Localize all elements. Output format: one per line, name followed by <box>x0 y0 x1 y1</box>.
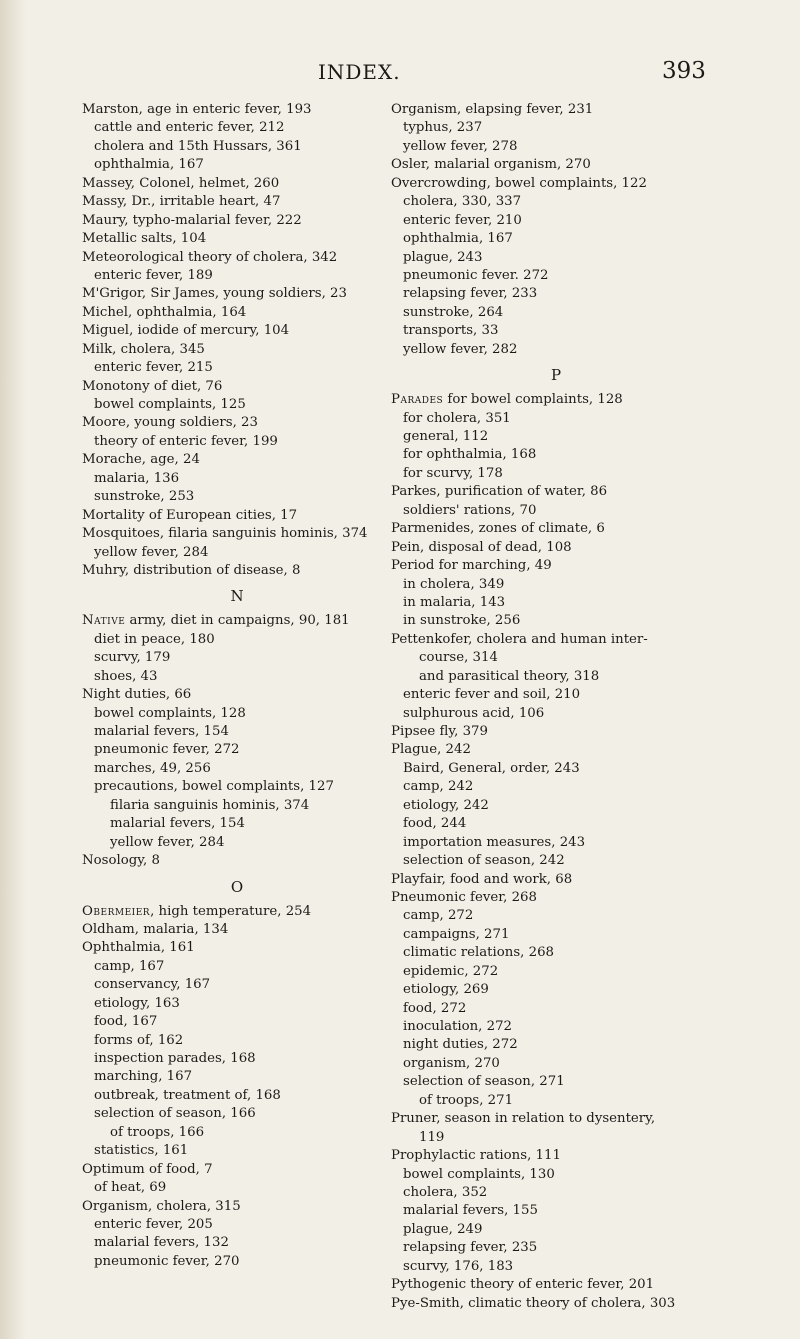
entry-text: food, 272 <box>403 1000 467 1016</box>
index-subentry <box>391 465 721 483</box>
entry-text: organism, 270 <box>403 1055 500 1071</box>
index-subentry <box>82 834 392 852</box>
index-subentry <box>82 1013 392 1031</box>
entry-text: of heat, 69 <box>94 1180 167 1196</box>
entry-text: malarial fevers, 155 <box>403 1203 538 1219</box>
index-subentry <box>391 1129 721 1147</box>
index-subentry <box>82 723 392 741</box>
entry-text: Parmenides, zones of climate, 6 <box>391 521 605 537</box>
entry-text: campaigns, 271 <box>403 926 510 942</box>
index-subentry <box>82 267 392 285</box>
entry-text: Miguel, iodide of mercury, 104 <box>82 323 290 339</box>
entry-text: shoes, 43 <box>94 668 158 684</box>
index-entry <box>391 391 721 409</box>
index-subentry <box>82 778 392 796</box>
entry-text: statistics, 161 <box>94 1143 189 1159</box>
index-entry <box>391 175 721 193</box>
entry-lead-word: Obermeier <box>82 903 151 919</box>
entry-text: pneumonic fever. 272 <box>403 267 549 283</box>
entry-text: Muhry, distribution of disease, 8 <box>82 562 301 578</box>
index-subentry <box>391 285 721 303</box>
entry-lead-word: Native <box>82 613 126 629</box>
entry-text: Mosquitoes, filaria sanguinis hominis, 374 <box>82 526 368 542</box>
index-subentry <box>82 1124 392 1142</box>
index-subentry <box>82 1068 392 1086</box>
index-subentry <box>391 230 721 248</box>
entry-text: malaria, 136 <box>94 470 180 486</box>
section-letter-heading: P <box>550 366 562 385</box>
entry-text: for bowel complaints, 128 <box>443 392 623 408</box>
entry-text: for cholera, 351 <box>403 410 511 426</box>
entry-text: Michel, ophthalmia, 164 <box>82 304 247 320</box>
index-subentry <box>391 322 721 340</box>
index-subentry <box>391 1092 721 1110</box>
index-subentry <box>391 341 721 359</box>
index-entry <box>82 686 392 704</box>
entry-text: diet in peace, 180 <box>94 631 215 647</box>
entry-text: forms of, 162 <box>94 1032 184 1048</box>
entry-text: Morache, age, 24 <box>82 452 200 468</box>
entry-text: Maury, typho-malarial fever, 222 <box>82 212 302 228</box>
entry-text: Metallic salts, 104 <box>82 231 207 247</box>
index-subentry <box>82 1179 392 1197</box>
entry-text: Oldham, malaria, 134 <box>82 921 229 937</box>
entry-text: bowel complaints, 130 <box>403 1166 555 1182</box>
index-subentry <box>391 981 721 999</box>
entry-text: inoculation, 272 <box>403 1019 513 1034</box>
entry-text: enteric fever and soil, 210 <box>403 687 581 703</box>
index-subentry <box>391 138 721 156</box>
entry-text: outbreak, treatment of, 168 <box>94 1087 281 1103</box>
entry-text: , high temperature, 254 <box>150 903 312 919</box>
entry-text: enteric fever, 189 <box>94 267 213 283</box>
index-subentry <box>391 815 721 833</box>
index-subentry <box>391 1202 721 1220</box>
entry-text: for ophthalmia, 168 <box>403 447 537 463</box>
index-entry <box>391 1295 721 1313</box>
entry-text: yellow fever, 282 <box>403 341 518 357</box>
index-subentry <box>391 926 721 944</box>
entry-text: Pein, disposal of dead, 108 <box>391 539 572 555</box>
index-subentry <box>391 249 721 267</box>
entry-text: Baird, General, order, 243 <box>403 760 580 776</box>
index-subentry <box>82 396 392 414</box>
entry-text: cholera and 15th Hussars, 361 <box>94 138 302 154</box>
index-subentry <box>391 649 721 667</box>
index-subentry <box>391 212 721 230</box>
entry-text: Massy, Dr., irritable heart, 47 <box>82 194 281 210</box>
index-subentry <box>82 470 392 488</box>
index-entry <box>391 871 721 889</box>
index-entry <box>82 341 392 359</box>
index-subentry <box>82 1105 392 1123</box>
entry-text: Pruner, season in relation to dysentery, <box>391 1111 656 1127</box>
entry-text: marches, 49, 256 <box>94 760 211 776</box>
index-entry <box>82 304 392 322</box>
section-letter-heading: N <box>230 587 244 606</box>
entry-text: Pye-Smith, climatic theory of cholera, 303 <box>391 1295 676 1311</box>
index-subentry <box>82 976 392 994</box>
entry-text: Plague, 242 <box>391 742 471 758</box>
entry-text: Moore, young soldiers, 23 <box>82 415 258 431</box>
index-subentry <box>391 410 721 428</box>
entry-text: yellow fever, 284 <box>94 544 209 560</box>
entry-text: selection of season, 166 <box>94 1106 256 1122</box>
index-subentry <box>391 267 721 285</box>
entry-text: Monotony of diet, 76 <box>82 378 223 394</box>
entry-text: course, 314 <box>419 650 498 666</box>
index-entry <box>82 921 392 939</box>
index-entry <box>82 285 392 303</box>
section-letter-heading: O <box>230 877 244 896</box>
index-entry <box>82 507 392 525</box>
index-subentry <box>391 852 721 870</box>
entry-text: soldiers' rations, 70 <box>403 502 537 518</box>
index-entry <box>82 322 392 340</box>
index-subentry <box>391 760 721 778</box>
entry-text: climatic relations, 268 <box>403 945 554 961</box>
index-subentry <box>391 612 721 630</box>
entry-text: Meteorological theory of cholera, 342 <box>82 249 338 265</box>
index-entry <box>82 612 392 630</box>
entry-text: in malaria, 143 <box>403 594 506 610</box>
entry-text: Optimum of food, 7 <box>82 1161 213 1177</box>
index-subentry <box>82 631 392 649</box>
index-subentry <box>391 428 721 446</box>
entry-text: food, 244 <box>403 816 467 832</box>
entry-text: epidemic, 272 <box>403 963 499 979</box>
entry-text: Ophthalmia, 161 <box>82 940 195 956</box>
index-entry <box>391 723 721 741</box>
page-edge-shadow <box>0 0 26 1339</box>
index-subentry <box>82 156 392 174</box>
entry-text: Pythogenic theory of enteric fever, 201 <box>391 1277 655 1293</box>
entry-text: cholera, 352 <box>403 1184 488 1200</box>
entry-text: selection of season, 271 <box>403 1074 565 1090</box>
entry-text: enteric fever, 205 <box>94 1216 213 1232</box>
entry-text: theory of enteric fever, 199 <box>94 433 278 449</box>
index-entry <box>391 741 721 759</box>
entry-text: Parkes, purification of water, 86 <box>391 484 608 500</box>
index-subentry <box>82 668 392 686</box>
entry-text: malarial fevers, 154 <box>110 816 245 832</box>
index-subentry <box>391 668 721 686</box>
page-header <box>0 60 800 90</box>
index-subentry <box>391 119 721 137</box>
index-subentry <box>391 576 721 594</box>
entry-text: yellow fever, 278 <box>403 138 518 154</box>
index-subentry <box>82 741 392 759</box>
entry-text: camp, 272 <box>403 908 474 924</box>
index-subentry <box>391 1166 721 1184</box>
entry-text: Pipsee fly, 379 <box>391 724 488 739</box>
entry-text: typhus, 237 <box>403 120 483 136</box>
entry-text: filaria sanguinis hominis, 374 <box>110 797 310 813</box>
entry-text: relapsing fever, 233 <box>403 286 538 302</box>
entry-text: yellow fever, 284 <box>110 834 225 850</box>
index-subentry <box>82 1234 392 1252</box>
entry-text: Overcrowding, bowel complaints, 122 <box>391 175 647 191</box>
index-subentry <box>82 1216 392 1234</box>
index-entry <box>82 852 392 870</box>
entry-text: sunstroke, 253 <box>94 489 195 505</box>
index-entry <box>391 101 721 119</box>
entry-text: Playfair, food and work, 68 <box>391 871 573 887</box>
entry-text: cholera, 330, 337 <box>403 194 522 210</box>
index-subentry <box>391 1221 721 1239</box>
entry-text: ophthalmia, 167 <box>403 231 513 247</box>
entry-text: food, 167 <box>94 1014 158 1030</box>
index-subentry <box>82 1032 392 1050</box>
index-entry <box>391 557 721 575</box>
index-entry <box>82 939 392 957</box>
entry-text: etiology, 242 <box>403 797 489 813</box>
index-entry <box>82 175 392 193</box>
index-subentry <box>391 963 721 981</box>
entry-text: army, diet in campaigns, 90, 181 <box>125 613 350 629</box>
index-subentry <box>82 815 392 833</box>
index-subentry <box>82 119 392 137</box>
index-entry <box>391 1147 721 1165</box>
index-subentry <box>82 138 392 156</box>
index-entry <box>391 539 721 557</box>
entry-text: precautions, bowel complaints, 127 <box>94 779 334 795</box>
index-subentry <box>391 594 721 612</box>
entry-text: transports, 33 <box>403 323 499 339</box>
entry-text: importation measures, 243 <box>403 834 586 850</box>
entry-text: etiology, 269 <box>403 982 489 998</box>
index-entry <box>391 156 721 174</box>
entry-text: cattle and enteric fever, 212 <box>94 120 285 136</box>
index-entry <box>82 451 392 469</box>
index-subentry <box>82 797 392 815</box>
index-entry <box>82 230 392 248</box>
index-subentry <box>391 778 721 796</box>
index-entry <box>82 903 392 921</box>
index-subentry <box>82 705 392 723</box>
index-entry <box>391 889 721 907</box>
entry-text: conservancy, 167 <box>94 977 211 993</box>
entry-text: Pettenkofer, cholera and human inter- <box>391 631 648 647</box>
index-subentry <box>391 1055 721 1073</box>
index-entry <box>391 631 721 649</box>
index-subentry <box>391 1258 721 1276</box>
index-entry <box>82 525 392 543</box>
entry-text: Organism, cholera, 315 <box>82 1198 241 1214</box>
index-entry <box>82 193 392 211</box>
index-entry <box>82 562 392 580</box>
entry-text: pneumonic fever, 270 <box>94 1253 240 1269</box>
entry-text: relapsing fever, 235 <box>403 1240 538 1256</box>
entry-text: ophthalmia, 167 <box>94 157 204 173</box>
index-subentry <box>82 433 392 451</box>
entry-lead-word: Parades <box>391 392 444 408</box>
entry-text: night duties, 272 <box>403 1037 518 1053</box>
index-subentry <box>391 446 721 464</box>
entry-text: Osler, malarial organism, 270 <box>391 157 591 173</box>
index-subentry <box>391 1000 721 1018</box>
index-entry <box>391 1276 721 1294</box>
index-subentry <box>391 1018 721 1036</box>
index-subentry <box>82 649 392 667</box>
entry-text: Massey, Colonel, helmet, 260 <box>82 175 280 191</box>
entry-text: of troops, 166 <box>110 1124 205 1140</box>
index-entry <box>82 101 392 119</box>
entry-text: enteric fever, 215 <box>94 360 213 376</box>
entry-text: Night duties, 66 <box>82 687 192 703</box>
index-entry <box>391 483 721 501</box>
index-subentry <box>391 1184 721 1202</box>
entry-text: sulphurous acid, 106 <box>403 705 545 721</box>
index-entry <box>391 520 721 538</box>
entry-text: Mortality of European cities, 17 <box>82 507 298 523</box>
index-entry <box>82 1161 392 1179</box>
entry-text: malarial fevers, 154 <box>94 724 229 739</box>
entry-text: of troops, 271 <box>419 1092 514 1108</box>
index-subentry <box>391 705 721 723</box>
entry-text: scurvy, 176, 183 <box>403 1258 514 1274</box>
index-subentry <box>391 797 721 815</box>
entry-text: general, 112 <box>403 429 489 444</box>
entry-text: in sunstroke, 256 <box>403 613 521 629</box>
entry-text: malarial fevers, 132 <box>94 1235 229 1251</box>
entry-text: Marston, age in enteric fever, 193 <box>82 102 312 117</box>
entry-text: enteric fever, 210 <box>403 212 522 228</box>
index-subentry <box>82 1253 392 1271</box>
index-entry <box>82 414 392 432</box>
entry-text: plague, 243 <box>403 249 483 265</box>
entry-text: and parasitical theory, 318 <box>419 668 600 684</box>
index-subentry <box>82 958 392 976</box>
index-subentry <box>391 193 721 211</box>
entry-text: Pneumonic fever, 268 <box>391 889 537 905</box>
index-subentry <box>391 834 721 852</box>
index-subentry <box>82 995 392 1013</box>
index-column-right <box>391 101 721 1313</box>
index-subentry <box>391 1036 721 1054</box>
entry-text: marching, 167 <box>94 1069 193 1085</box>
running-title: INDEX. <box>318 60 401 84</box>
entry-text: bowel complaints, 125 <box>94 397 246 412</box>
index-subentry <box>82 760 392 778</box>
entry-text: sunstroke, 264 <box>403 304 504 320</box>
index-subentry <box>82 359 392 377</box>
entry-text: Milk, cholera, 345 <box>82 341 205 357</box>
index-entry <box>82 1198 392 1216</box>
entry-text: Nosology, 8 <box>82 853 160 869</box>
index-subentry <box>391 304 721 322</box>
index-subentry <box>82 1050 392 1068</box>
entry-text: Organism, elapsing fever, 231 <box>391 102 594 117</box>
index-subentry <box>391 1239 721 1257</box>
index-entry <box>82 249 392 267</box>
entry-text: in cholera, 349 <box>403 576 505 592</box>
index-subentry <box>391 502 721 520</box>
entry-text: camp, 167 <box>94 958 165 974</box>
entry-text: scurvy, 179 <box>94 650 171 666</box>
entry-text: inspection parades, 168 <box>94 1051 256 1066</box>
entry-text: 119 <box>419 1129 445 1145</box>
index-subentry <box>391 907 721 925</box>
entry-text: bowel complaints, 128 <box>94 705 246 721</box>
index-entry <box>82 212 392 230</box>
entry-text: plague, 249 <box>403 1221 483 1237</box>
index-subentry <box>82 544 392 562</box>
entry-text: camp, 242 <box>403 779 474 795</box>
entry-text: pneumonic fever, 272 <box>94 742 240 758</box>
index-subentry <box>82 1087 392 1105</box>
index-entry <box>82 378 392 396</box>
page-number: 393 <box>662 58 706 84</box>
index-subentry <box>391 1073 721 1091</box>
entry-text: Prophylactic rations, 111 <box>391 1148 561 1164</box>
index-entry <box>391 1110 721 1128</box>
index-subentry <box>391 944 721 962</box>
index-subentry <box>82 1142 392 1160</box>
entry-text: etiology, 163 <box>94 995 180 1011</box>
entry-text: Period for marching, 49 <box>391 558 552 574</box>
entry-text: for scurvy, 178 <box>403 465 503 481</box>
index-subentry <box>82 488 392 506</box>
entry-text: M'Grigor, Sir James, young soldiers, 23 <box>82 286 347 302</box>
entry-text: selection of season, 242 <box>403 853 565 869</box>
index-column-left <box>82 101 392 1271</box>
index-subentry <box>391 686 721 704</box>
